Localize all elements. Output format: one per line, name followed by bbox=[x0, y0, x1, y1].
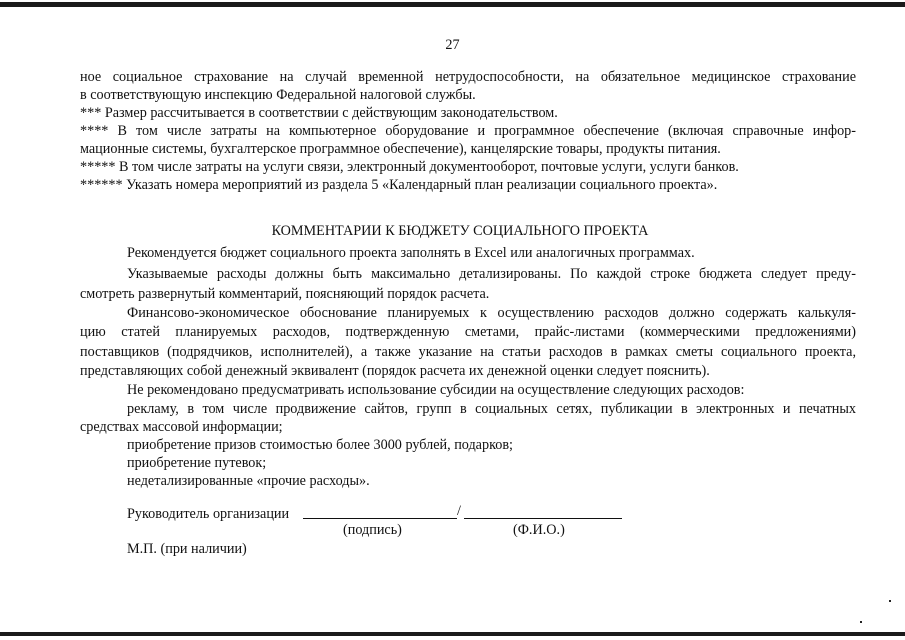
section-heading: КОММЕНТАРИИ К БЮДЖЕТУ СОЦИАЛЬНОГО ПРОЕКТА bbox=[271, 223, 649, 239]
body-line: смотреть развернутый комментарий, поясняющий порядок расчета. bbox=[80, 286, 490, 302]
signature-separator: / bbox=[457, 503, 461, 519]
body-line: рекламу, в том числе продвижение сайтов, групп в социальных сетях, публикации в электронных и печатных bbox=[127, 401, 856, 417]
list-item: приобретение путевок; bbox=[127, 455, 267, 471]
body-line: средствах массовой информации; bbox=[80, 419, 283, 435]
footnote-line: ****** Указать номера мероприятий из раздела 5 «Календарный план реализации социального проекта». bbox=[80, 177, 718, 193]
body-line: Финансово-экономическое обоснование планируемых к осуществлению расходов должно содержать калькуля- bbox=[127, 305, 856, 321]
footnote-line: ное социальное страхование на случай временной нетрудоспособности, на обязательное медицинское страхование bbox=[80, 69, 856, 85]
name-caption: (Ф.И.О.) bbox=[513, 522, 565, 538]
bottom-border-rule bbox=[0, 632, 905, 636]
footnote-line: мационные системы, бухгалтерское программное обеспечение), канцелярские товары, продукты питания. bbox=[80, 141, 721, 157]
stamp-note: М.П. (при наличии) bbox=[127, 541, 247, 557]
body-line: Рекомендуется бюджет социального проекта заполнять в Excel или аналогичных программах. bbox=[127, 245, 695, 261]
footnote-line: в соответствующую инспекцию Федеральной налоговой службы. bbox=[80, 87, 476, 103]
body-line: представляющих собой денежный эквивалент (порядок расчета их денежной оценки следует пояснить). bbox=[80, 363, 710, 379]
footnote-line: **** В том числе затраты на компьютерное оборудование и программное обеспечение (включая справочные инфор- bbox=[80, 123, 856, 139]
body-line: Указываемые расходы должны быть максимально детализированы. По каждой строке бюджета следует преду- bbox=[127, 266, 856, 282]
list-item: приобретение призов стоимостью более 3000 рублей, подарков; bbox=[127, 437, 513, 453]
list-item: недетализированные «прочие расходы». bbox=[127, 473, 370, 489]
body-line: Не рекомендовано предусматривать использование субсидии на осуществление следующих расходов: bbox=[127, 382, 745, 398]
footnote-line: ***** В том числе затраты на услуги связи, электронный документооборот, почтовые услуги, услуги банков. bbox=[80, 159, 739, 175]
body-line: цию статей планируемых расходов, подтвержденную сметами, прайс-листами (коммерческими предложениями) bbox=[80, 324, 856, 340]
top-border-rule bbox=[0, 2, 905, 7]
signature-line bbox=[303, 518, 457, 519]
signature-label: Руководитель организации bbox=[127, 506, 290, 522]
name-line bbox=[464, 518, 622, 519]
signature-caption: (подпись) bbox=[343, 522, 402, 538]
footnote-line: *** Размер рассчитывается в соответствии с действующим законодательством. bbox=[80, 105, 558, 121]
page-number: 27 bbox=[445, 37, 460, 53]
body-line: поставщиков (подрядчиков, исполнителей), а также указание на статьи расходов в рамках сметы социального проекта, bbox=[80, 344, 856, 360]
scan-speck bbox=[860, 621, 862, 623]
scan-speck bbox=[889, 600, 891, 602]
